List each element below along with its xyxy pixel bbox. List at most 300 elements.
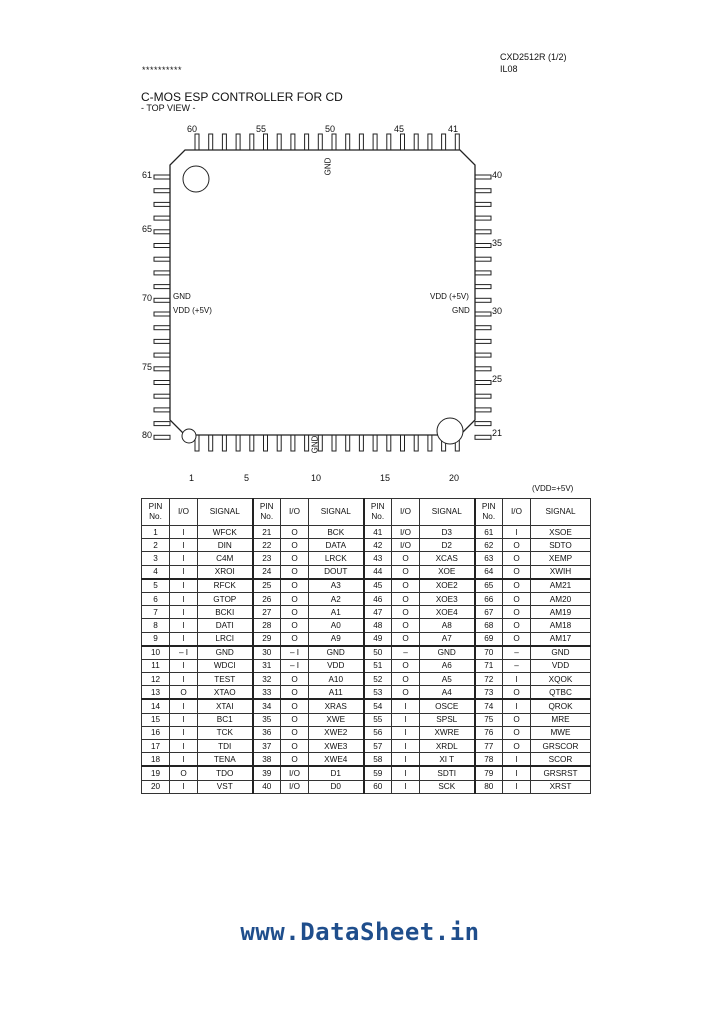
io-cell: O [392, 632, 420, 646]
pin-label-70: 70 [142, 293, 153, 303]
signal-cell: LRCI [198, 632, 253, 646]
pin-number-cell: 65 [475, 579, 503, 593]
header-io: I/O [503, 499, 531, 526]
io-cell: O [503, 592, 531, 605]
pin-label-25: 25 [492, 374, 503, 384]
page-title: C-MOS ESP CONTROLLER FOR CD [141, 90, 343, 104]
right-pin-lead [475, 408, 491, 412]
left-pin-lead [154, 381, 170, 385]
io-cell: O [503, 539, 531, 552]
io-cell: O [503, 726, 531, 739]
signal-cell: DIN [198, 539, 253, 552]
pin-number-cell: 44 [364, 565, 392, 579]
io-cell: I [392, 713, 420, 726]
pin-number-cell: 14 [142, 699, 170, 713]
io-cell: O [503, 565, 531, 579]
io-cell: I [170, 526, 198, 539]
pin-number-cell: 8 [142, 619, 170, 632]
right-pin-lead [475, 271, 491, 275]
left-pin-lead [154, 422, 170, 426]
pin-number-cell: 61 [475, 526, 503, 539]
signal-cell: XWIH [531, 565, 591, 579]
pin-number-cell: 13 [142, 686, 170, 700]
pin-label-40: 40 [492, 170, 503, 180]
io-cell: I [170, 780, 198, 793]
bottom-pin-lead [291, 435, 295, 451]
star-row: ********** [142, 65, 183, 75]
top-pin-lead [359, 134, 363, 150]
right-pin-lead [475, 230, 491, 234]
signal-cell: XOE2 [420, 579, 475, 593]
pin-label-61: 61 [142, 170, 153, 180]
pin-number-cell: 5 [142, 579, 170, 593]
pin-number-cell: 79 [475, 766, 503, 780]
io-cell: I [392, 753, 420, 767]
pin-number-cell: 34 [253, 699, 281, 713]
pin-number-cell: 25 [253, 579, 281, 593]
signal-cell: GTOP [198, 592, 253, 605]
pin-label-80: 80 [142, 430, 153, 440]
header-pin: PIN No. [253, 499, 281, 526]
io-cell: I [170, 539, 198, 552]
signal-cell: GND [309, 646, 364, 660]
right-pin-lead [475, 394, 491, 398]
table-row [142, 632, 591, 646]
io-cell: O [503, 552, 531, 565]
table-row [142, 699, 591, 713]
io-cell: I [170, 673, 198, 686]
top-pin-lead [222, 134, 226, 150]
table-row [142, 565, 591, 579]
signal-cell: AM20 [531, 592, 591, 605]
pin-number-cell: 16 [142, 726, 170, 739]
signal-cell: XI T [420, 753, 475, 767]
pin-number-cell: 26 [253, 592, 281, 605]
signal-cell: XROI [198, 565, 253, 579]
qfp-package-diagram [140, 120, 520, 483]
pin-number-cell: 41 [364, 526, 392, 539]
signal-cell: A11 [309, 686, 364, 700]
left-pin-lead [154, 271, 170, 275]
right-pin-lead [475, 244, 491, 248]
top-pin-lead [414, 134, 418, 150]
pin-label-15: 15 [380, 473, 391, 483]
pin-label-5: 5 [244, 473, 250, 483]
signal-cell: D2 [420, 539, 475, 552]
signal-cell: QROK [531, 699, 591, 713]
signal-cell: DOUT [309, 565, 364, 579]
io-cell: O [392, 606, 420, 619]
pin-number-cell: 36 [253, 726, 281, 739]
top-pin-lead [250, 134, 254, 150]
table-row [142, 659, 591, 672]
left-pin-lead [154, 312, 170, 316]
signal-cell: A8 [420, 619, 475, 632]
io-cell: O [281, 526, 309, 539]
signal-cell: AM19 [531, 606, 591, 619]
right-gnd-label: GND [452, 306, 470, 315]
signal-cell: A7 [420, 632, 475, 646]
pin-number-cell: 19 [142, 766, 170, 780]
pin-number-cell: 21 [253, 526, 281, 539]
table-row [142, 753, 591, 767]
left-vdd-label: VDD (+5V) [173, 306, 212, 315]
right-pin-lead [475, 189, 491, 193]
left-pin-lead [154, 435, 170, 439]
bottom-pin-lead [222, 435, 226, 451]
top-pin-lead [209, 134, 213, 150]
top-pin-lead [387, 134, 391, 150]
table-row [142, 673, 591, 686]
table-row [142, 686, 591, 700]
top-pin-lead [442, 134, 446, 150]
signal-cell: MRE [531, 713, 591, 726]
right-pin-lead [475, 175, 491, 179]
pin-number-cell: 38 [253, 753, 281, 767]
signal-cell: VDD [309, 659, 364, 672]
top-pin-lead [401, 134, 405, 150]
pin-label-60: 60 [187, 124, 198, 134]
signal-cell: XEMP [531, 552, 591, 565]
pin-number-cell: 56 [364, 726, 392, 739]
signal-cell: A9 [309, 632, 364, 646]
io-cell: I [392, 726, 420, 739]
signal-cell: XOE3 [420, 592, 475, 605]
io-cell: I [503, 526, 531, 539]
right-pin-lead [475, 298, 491, 302]
io-cell: O [503, 740, 531, 753]
pin-number-cell: 20 [142, 780, 170, 793]
left-pin-lead [154, 244, 170, 248]
header-signal: SIGNAL [198, 499, 253, 526]
gnd-bottom-label: GND [310, 435, 320, 454]
signal-cell: TDO [198, 766, 253, 780]
io-cell: O [503, 686, 531, 700]
left-pin-lead [154, 339, 170, 343]
io-cell: I [392, 740, 420, 753]
signal-cell: A1 [309, 606, 364, 619]
top-pin-lead [455, 134, 459, 150]
left-pin-lead [154, 326, 170, 330]
top-pin-lead [318, 134, 322, 150]
pin-number-cell: 60 [364, 780, 392, 793]
right-pin-lead [475, 312, 491, 316]
signal-cell: XSOE [531, 526, 591, 539]
revision-code: IL08 [500, 64, 518, 74]
io-cell: O [503, 713, 531, 726]
header-signal: SIGNAL [309, 499, 364, 526]
pin-number-cell: 45 [364, 579, 392, 593]
table-row [142, 579, 591, 593]
bottom-pin-lead [414, 435, 418, 451]
pin-number-cell: 59 [364, 766, 392, 780]
io-cell: O [281, 552, 309, 565]
pin-number-cell: 51 [364, 659, 392, 672]
signal-cell: SCOR [531, 753, 591, 767]
top-pin-lead [346, 134, 350, 150]
signal-cell: C4M [198, 552, 253, 565]
left-pin-lead [154, 175, 170, 179]
io-cell: O [392, 673, 420, 686]
io-cell: O [281, 606, 309, 619]
io-cell: I [170, 753, 198, 767]
signal-cell: VST [198, 780, 253, 793]
io-cell: I [170, 699, 198, 713]
top-pin-lead [264, 134, 268, 150]
io-cell: O [281, 740, 309, 753]
bottom-pin-lead [264, 435, 268, 451]
pin-number-cell: 78 [475, 753, 503, 767]
pin-number-cell: 40 [253, 780, 281, 793]
io-cell: I [170, 552, 198, 565]
signal-cell: A4 [420, 686, 475, 700]
signal-cell: WDCI [198, 659, 253, 672]
header-io: I/O [392, 499, 420, 526]
signal-cell: WFCK [198, 526, 253, 539]
pin1-marker-large [183, 166, 209, 192]
left-pin-lead [154, 216, 170, 220]
header-io: I/O [281, 499, 309, 526]
io-cell: – I [281, 659, 309, 672]
io-cell: O [281, 753, 309, 767]
io-cell: I [503, 699, 531, 713]
right-pin-lead [475, 257, 491, 261]
io-cell: I [170, 592, 198, 605]
io-cell: O [281, 699, 309, 713]
table-row [142, 606, 591, 619]
io-cell: O [392, 686, 420, 700]
io-cell: O [281, 686, 309, 700]
signal-cell: XOE4 [420, 606, 475, 619]
top-pin-lead [195, 134, 199, 150]
pin-label-21: 21 [492, 428, 503, 438]
signal-cell: D3 [420, 526, 475, 539]
io-cell: O [170, 686, 198, 700]
signal-cell: BC1 [198, 713, 253, 726]
io-cell: I [170, 579, 198, 593]
table-row [142, 592, 591, 605]
io-cell: I [392, 766, 420, 780]
io-cell: I [170, 713, 198, 726]
io-cell: – [503, 659, 531, 672]
top-pin-lead [236, 134, 240, 150]
io-cell: O [503, 606, 531, 619]
pin-number-cell: 6 [142, 592, 170, 605]
pin-number-cell: 43 [364, 552, 392, 565]
signal-cell: XRDL [420, 740, 475, 753]
top-pin-lead [373, 134, 377, 150]
pin-number-cell: 67 [475, 606, 503, 619]
left-pin-lead [154, 285, 170, 289]
right-pin-lead [475, 216, 491, 220]
pin-number-cell: 22 [253, 539, 281, 552]
io-cell: O [392, 659, 420, 672]
bottom-pin-lead [373, 435, 377, 451]
io-cell: I [170, 659, 198, 672]
vdd-note: (VDD=+5V) [532, 484, 574, 493]
io-cell: O [503, 579, 531, 593]
right-pin-lead [475, 285, 491, 289]
signal-cell: XQOK [531, 673, 591, 686]
left-pin-lead [154, 298, 170, 302]
table-row [142, 646, 591, 660]
bottom-left-marker [182, 429, 196, 443]
io-cell: O [392, 579, 420, 593]
pin-number-cell: 32 [253, 673, 281, 686]
io-cell: O [392, 565, 420, 579]
bottom-right-marker [437, 418, 463, 444]
right-vdd-label: VDD (+5V) [430, 292, 469, 301]
table-row [142, 766, 591, 780]
pin-number-cell: 15 [142, 713, 170, 726]
signal-cell: GRSRST [531, 766, 591, 780]
signal-cell: D1 [309, 766, 364, 780]
pin-number-cell: 46 [364, 592, 392, 605]
pin-number-cell: 76 [475, 726, 503, 739]
signal-cell: A3 [309, 579, 364, 593]
io-cell: O [392, 619, 420, 632]
table-row [142, 740, 591, 753]
io-cell: O [281, 565, 309, 579]
signal-cell: XWE4 [309, 753, 364, 767]
io-cell: O [281, 726, 309, 739]
pin-number-cell: 50 [364, 646, 392, 660]
bottom-pin-lead [387, 435, 391, 451]
signal-cell: OSCE [420, 699, 475, 713]
signal-cell: BCKI [198, 606, 253, 619]
bottom-pin-lead [332, 435, 336, 451]
bottom-pin-lead [346, 435, 350, 451]
pin-label-65: 65 [142, 224, 153, 234]
io-cell: O [281, 632, 309, 646]
signal-cell: SDTO [531, 539, 591, 552]
signal-cell: DATI [198, 619, 253, 632]
io-cell: – [503, 646, 531, 660]
io-cell: I [392, 699, 420, 713]
signal-cell: XTAO [198, 686, 253, 700]
pin-number-cell: 29 [253, 632, 281, 646]
signal-cell: MWE [531, 726, 591, 739]
pin-label-41: 41 [448, 124, 459, 134]
pin-label-50: 50 [325, 124, 336, 134]
signal-cell: AM17 [531, 632, 591, 646]
io-cell: I/O [281, 766, 309, 780]
signal-cell: SPSL [420, 713, 475, 726]
pin-number-cell: 27 [253, 606, 281, 619]
pin-number-cell: 71 [475, 659, 503, 672]
table-row [142, 539, 591, 552]
signal-cell: XRAS [309, 699, 364, 713]
header-pin: PIN No. [364, 499, 392, 526]
signal-cell: D0 [309, 780, 364, 793]
pin-number-cell: 47 [364, 606, 392, 619]
signal-cell: SDTI [420, 766, 475, 780]
right-pin-lead [475, 202, 491, 206]
header-pin: PIN No. [142, 499, 170, 526]
io-cell: I [392, 780, 420, 793]
top-pin-lead [277, 134, 281, 150]
right-pin-lead [475, 339, 491, 343]
pin-label-35: 35 [492, 238, 503, 248]
io-cell: I [503, 753, 531, 767]
signal-cell: SCK [420, 780, 475, 793]
signal-cell: XRST [531, 780, 591, 793]
pin-number-cell: 68 [475, 619, 503, 632]
table-row [142, 726, 591, 739]
pin-number-cell: 42 [364, 539, 392, 552]
header-pin: PIN No. [475, 499, 503, 526]
table-row [142, 552, 591, 565]
signal-cell: GND [420, 646, 475, 660]
io-cell: O [281, 713, 309, 726]
signal-cell: GND [531, 646, 591, 660]
pin-label-55: 55 [256, 124, 267, 134]
left-pin-lead [154, 394, 170, 398]
signal-cell: VDD [531, 659, 591, 672]
pin-number-cell: 23 [253, 552, 281, 565]
right-pin-lead [475, 381, 491, 385]
signal-cell: A2 [309, 592, 364, 605]
table-header-row [142, 499, 591, 526]
header-io: I/O [170, 499, 198, 526]
signal-cell: A5 [420, 673, 475, 686]
io-cell: I [170, 606, 198, 619]
io-cell: – I [170, 646, 198, 660]
io-cell: O [170, 766, 198, 780]
pin-number-cell: 48 [364, 619, 392, 632]
table-row [142, 526, 591, 539]
io-cell: O [281, 539, 309, 552]
header-signal: SIGNAL [420, 499, 475, 526]
pin-number-cell: 66 [475, 592, 503, 605]
io-cell: I [170, 565, 198, 579]
signal-cell: DATA [309, 539, 364, 552]
pin-label-10: 10 [311, 473, 322, 483]
io-cell: I [503, 780, 531, 793]
bottom-pin-lead [401, 435, 405, 451]
pin-number-cell: 49 [364, 632, 392, 646]
io-cell: – [392, 646, 420, 660]
io-cell: I [170, 632, 198, 646]
left-pin-lead [154, 257, 170, 261]
left-pin-lead [154, 230, 170, 234]
right-pin-lead [475, 422, 491, 426]
io-cell: I [170, 619, 198, 632]
signal-cell: TCK [198, 726, 253, 739]
bottom-pin-lead [305, 435, 309, 451]
io-cell: O [503, 632, 531, 646]
io-cell: O [392, 552, 420, 565]
io-cell: O [281, 592, 309, 605]
pin-number-cell: 55 [364, 713, 392, 726]
io-cell: I/O [392, 539, 420, 552]
io-cell: I [170, 740, 198, 753]
pin-number-cell: 52 [364, 673, 392, 686]
pin-number-cell: 53 [364, 686, 392, 700]
pin-number-cell: 64 [475, 565, 503, 579]
io-cell: – I [281, 646, 309, 660]
bottom-pin-lead [236, 435, 240, 451]
pin-number-cell: 37 [253, 740, 281, 753]
signal-cell: TEST [198, 673, 253, 686]
signal-cell: A10 [309, 673, 364, 686]
signal-cell: RFCK [198, 579, 253, 593]
top-pin-lead [305, 134, 309, 150]
signal-cell: AM21 [531, 579, 591, 593]
pin-number-cell: 74 [475, 699, 503, 713]
pin-number-cell: 58 [364, 753, 392, 767]
pin-label-20: 20 [449, 473, 460, 483]
